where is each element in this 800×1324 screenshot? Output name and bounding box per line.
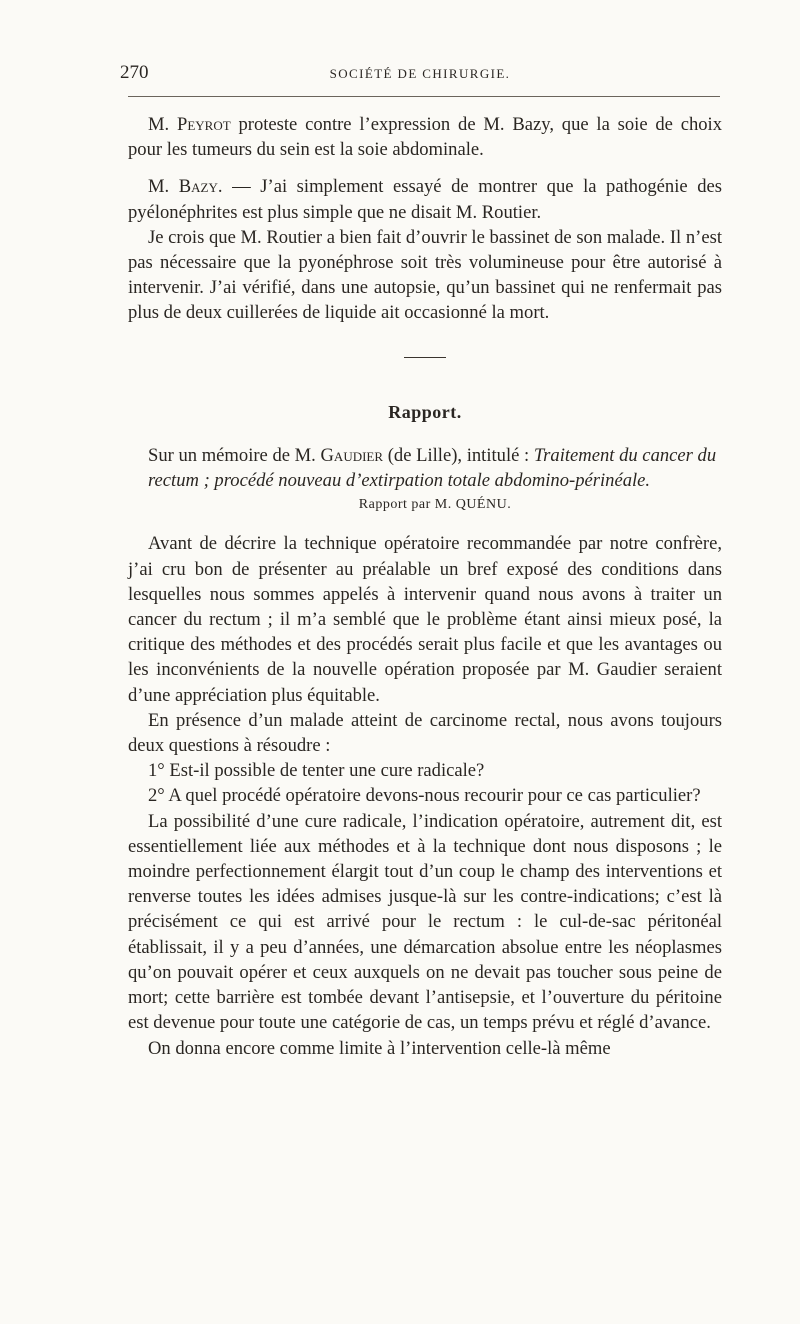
ref-place: (de Lille), intitulé :: [387, 444, 530, 466]
paragraph-text: — J’ai simplement essayé de montrer que la pathogénie des pyélonéphrites est plus simple que ne disait M. Routier.: [128, 176, 722, 223]
ref-title: Traitement du cancer du rectum ; procédé nouveau d’extirpation totale abdomino-périnéale.: [148, 444, 717, 492]
speaker-name: M. Bazy.: [148, 176, 223, 198]
list-item: 1° Est-il possible de tenter une cure radicale?: [148, 760, 485, 782]
section-separator: [404, 357, 446, 358]
paragraph: Avant de décrire la technique opératoire recommandée par notre confrère, j’ai cru bon de présenter au préalable un bref exposé des conditions dans lesquelles nous sommes appelés à intervenir quand nous avons à traiter un cancer du rectum ; il m’a semblé que le problème étant ainsi mieux posé, la critique des méthodes et des procédés serait plus facile et que les avantages ou les inconvénients de la nouvelle opération proposée par M. Gaudier seraient d’une appréciation plus équitable.: [128, 533, 722, 706]
section-title: Rapport.: [388, 401, 462, 422]
list-item: 2° A quel procédé opératoire devons-nous recourir pour ce cas particulier?: [148, 785, 701, 807]
paragraph: En présence d’un malade atteint de carcinome rectal, nous avons toujours deux questions à résoudre :: [128, 709, 722, 757]
paragraph: La possibilité d’une cure radicale, l’indication opératoire, autrement dit, est essentiellement liée aux méthodes et à la technique dont nous disposons ; le moindre perfectionnement élargit tout d’un coup le champ des interventions et renverse toutes les idées admises jusque-là sur les contre-indications; c’est là précisément ce qui est arrivé pour le rectum : le cul-de-sac péritonéal établissait, il y a peu d’années, une démarcation absolue entre les néoplasmes qu’on pouvait opérer et ceux auxquels on ne devait pas toucher sous peine de mort; cette barrière est tombée devant l’antisepsie, et l’ouverture du péritoine est devenue pour toute une catégorie de cas, un temps prévu et réglé d’avance.: [128, 810, 722, 1034]
rapport-reference: [128, 443, 722, 493]
running-head: [120, 62, 720, 86]
running-title: SOCIÉTÉ DE CHIRURGIE.: [329, 66, 511, 81]
speaker-name: M. Peyrot: [148, 114, 231, 135]
page-number: 270: [120, 62, 149, 83]
ref-author: Gaudier: [320, 444, 384, 466]
paragraph-bazy: [128, 174, 722, 224]
header-rule: [128, 96, 720, 97]
paragraph-bazy-continued: Je crois que M. Routier a bien fait d’ouvrir le bassinet de son malade. Il n’est pas nécessaire que la pyonéphrose soit très volumineuse pour être autorisé à intervenir. J’ai vérifié, dans une autopsie, qu’un bassinet qui ne renfermait pas plus de deux cuillerées de liquide ait occasionné la mort.: [128, 226, 722, 324]
body-text: [128, 112, 722, 1061]
paragraph: On donna encore comme limite à l’intervention celle-là même: [148, 1037, 611, 1059]
ref-prefix: Sur un mémoire de M.: [148, 444, 316, 466]
rapport-byline: Rapport par M. QUÉNU.: [358, 497, 512, 513]
paragraph-peyrot: [128, 112, 722, 162]
paragraph-text: proteste contre l’expression de M. Bazy, que la soie de choix pour les tumeurs du sein est la soie abdominale.: [128, 114, 723, 161]
